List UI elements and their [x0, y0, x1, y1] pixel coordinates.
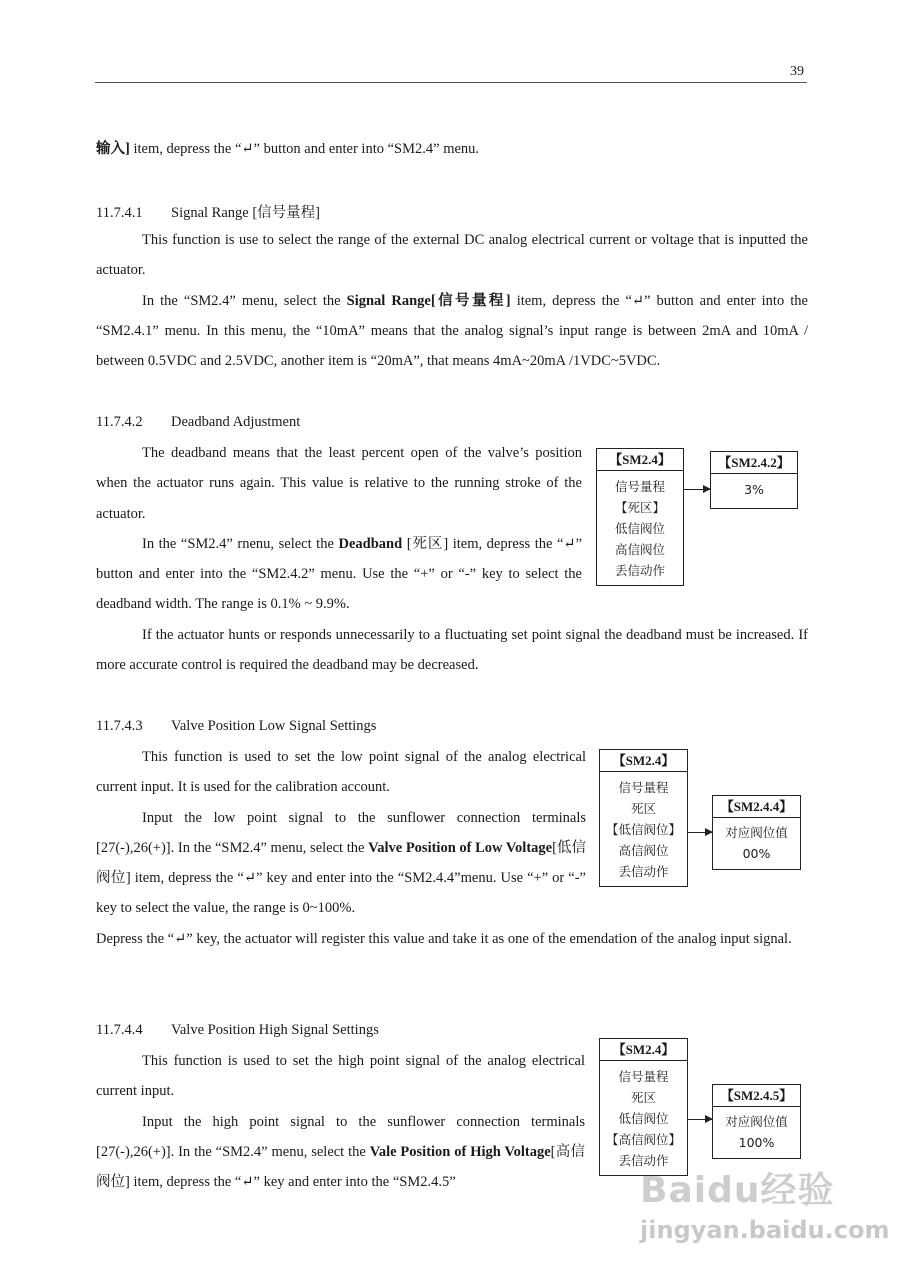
submenu-title: 【SM2.4.2】 — [711, 452, 797, 474]
paragraph: This function is use to select the range of the external DC analog electrical current or voltage that is inputted the actuator. — [96, 232, 808, 279]
menu-item: 丢信动作 — [614, 563, 665, 578]
submenu-box-sm2-4-2 — [710, 451, 798, 509]
arrow-icon — [687, 832, 712, 833]
menu-item: 信号量程 — [618, 1069, 669, 1084]
intro-rest: item, depress the “↵” button and enter into “SM2.4” menu. — [129, 141, 480, 157]
watermark-url: jingyan.baidu.com — [640, 1216, 890, 1244]
text: In the “SM2.4” menu, select the — [142, 292, 347, 309]
menu-box-sm2-4 — [599, 749, 688, 887]
paragraph: If the actuator hunts or responds unnecessarily to a fluctuating set point signal the deadband must be increased. If more accurate control is required the deadband may be decreased. — [96, 627, 808, 674]
menu-title: 【SM2.4】 — [600, 750, 687, 772]
intro-lead: 输入] — [96, 141, 130, 157]
section-2-body — [96, 438, 582, 620]
section-title: Valve Position High Signal Settings — [171, 1022, 379, 1038]
menu-item: 低信阀位 — [614, 521, 665, 536]
menu-item: 丢信动作 — [618, 864, 669, 879]
submenu-value: 3% — [744, 482, 764, 497]
text: item, depress the “↵” button and enter into the “SM2.4.1” menu. In this menu, the “10mA” means that the analog signal’s input range is between 2mA and 10mA / between 0.5VDC and 2.5VDC, another item is “20mA”, that means 4mA~20mA /1VDC~5VDC. — [96, 292, 808, 370]
menu-title: 【SM2.4】 — [600, 1039, 687, 1061]
menu-item: 高信阀位 — [614, 542, 665, 557]
section-title: Deadband Adjustment — [171, 414, 301, 430]
section-title: Valve Position Low Signal Settings — [171, 718, 377, 734]
section-2-tail — [96, 620, 808, 681]
submenu-title: 【SM2.4.4】 — [713, 796, 800, 818]
paragraph: Depress the “↵” key, the actuator will register this value and take it as one of the emendation of the analog input signal. — [96, 931, 792, 947]
submenu-box-sm2-4-5 — [712, 1084, 801, 1159]
arrow-icon — [687, 1119, 712, 1120]
section-3-tail — [96, 924, 808, 954]
submenu-value: 00% — [742, 846, 771, 861]
menu-box-sm2-4 — [599, 1038, 688, 1176]
paragraph: The deadband means that the least percent open of the valve’s position when the actuator runs again. This value is relative to the running stroke of the actuator. — [96, 445, 582, 522]
bold-term: Valve Position of Low Voltage — [368, 839, 553, 856]
menu-item: 死区 — [630, 1090, 656, 1105]
menu-item: 丢信动作 — [618, 1153, 669, 1168]
section-heading — [96, 201, 320, 222]
section-title: Signal Range [信号量程] — [171, 205, 321, 221]
header-rule — [95, 82, 807, 83]
menu-item-selected: 【高信阀位】 — [605, 1132, 681, 1147]
section-3-body — [96, 742, 586, 924]
submenu-title: 【SM2.4.5】 — [713, 1085, 800, 1107]
section-heading — [96, 414, 300, 431]
section-1-body — [96, 225, 808, 376]
paragraph — [96, 529, 582, 620]
bold-term: Signal Range[信号量程] — [346, 292, 511, 309]
section-number: 11.7.4.4 — [96, 1022, 143, 1038]
submenu-box-sm2-4-4 — [712, 795, 801, 870]
menu-title: 【SM2.4】 — [597, 449, 683, 471]
intro-paragraph — [96, 134, 808, 164]
watermark-logo: Baidu经验 — [640, 1170, 835, 1211]
section-heading — [96, 1022, 379, 1039]
paragraph — [96, 803, 586, 924]
bold-term: Deadband — [338, 535, 403, 552]
paragraph: This function is used to set the low point signal of the analog electrical current input. It is used for the calibration account. — [96, 749, 586, 796]
page-number: 39 — [790, 64, 804, 79]
text: Input the low point signal to the sunflower connection terminals [27(-),26(+)]. In the “SM2.4” menu, select the — [96, 809, 586, 856]
section-number: 11.7.4.3 — [96, 718, 143, 734]
section-4-body — [96, 1046, 585, 1197]
submenu-value: 100% — [738, 1135, 775, 1150]
menu-box-sm2-4 — [596, 448, 684, 586]
menu-item: 信号量程 — [618, 780, 669, 795]
menu-item-selected: 【死区】 — [614, 500, 665, 515]
paragraph: This function is used to set the high point signal of the analog electrical current input. — [96, 1053, 585, 1100]
menu-item: 死区 — [630, 801, 656, 816]
paragraph — [96, 286, 808, 377]
bold-term: Vale Position of High Voltage — [369, 1143, 551, 1160]
menu-item-selected: 【低信阀位】 — [605, 822, 681, 837]
text: [高信阀位] item, depress the “↵” key and enter into the “SM2.4.5” — [96, 1143, 585, 1191]
menu-item: 高信阀位 — [618, 843, 669, 858]
paragraph — [96, 1107, 585, 1198]
text: [死区] item, depress the “↵” button and enter into the “SM2.4.2” menu. Use the “+” or “-” key to select the deadband width. The range is 0.1% ~ 9.9%. — [96, 535, 583, 613]
submenu-label: 对应阀位值 — [725, 1114, 788, 1129]
text: [低信阀位] item, depress the “↵” key and enter into the “SM2.4.4”menu. Use “+” or “-” key to select the value, the range is 0~100%. — [96, 839, 586, 917]
menu-item: 低信阀位 — [618, 1111, 669, 1126]
menu-item: 信号量程 — [614, 479, 665, 494]
section-number: 11.7.4.2 — [96, 414, 143, 430]
arrow-icon — [683, 489, 710, 490]
section-number: 11.7.4.1 — [96, 205, 143, 221]
text: In the “SM2.4” rnenu, select the — [142, 535, 339, 552]
text: Input the high point signal to the sunflower connection terminals [27(-),26(+)]. In the “SM2.4” menu, select the — [96, 1113, 585, 1160]
submenu-label: 对应阀位值 — [725, 825, 788, 840]
section-heading — [96, 718, 376, 735]
